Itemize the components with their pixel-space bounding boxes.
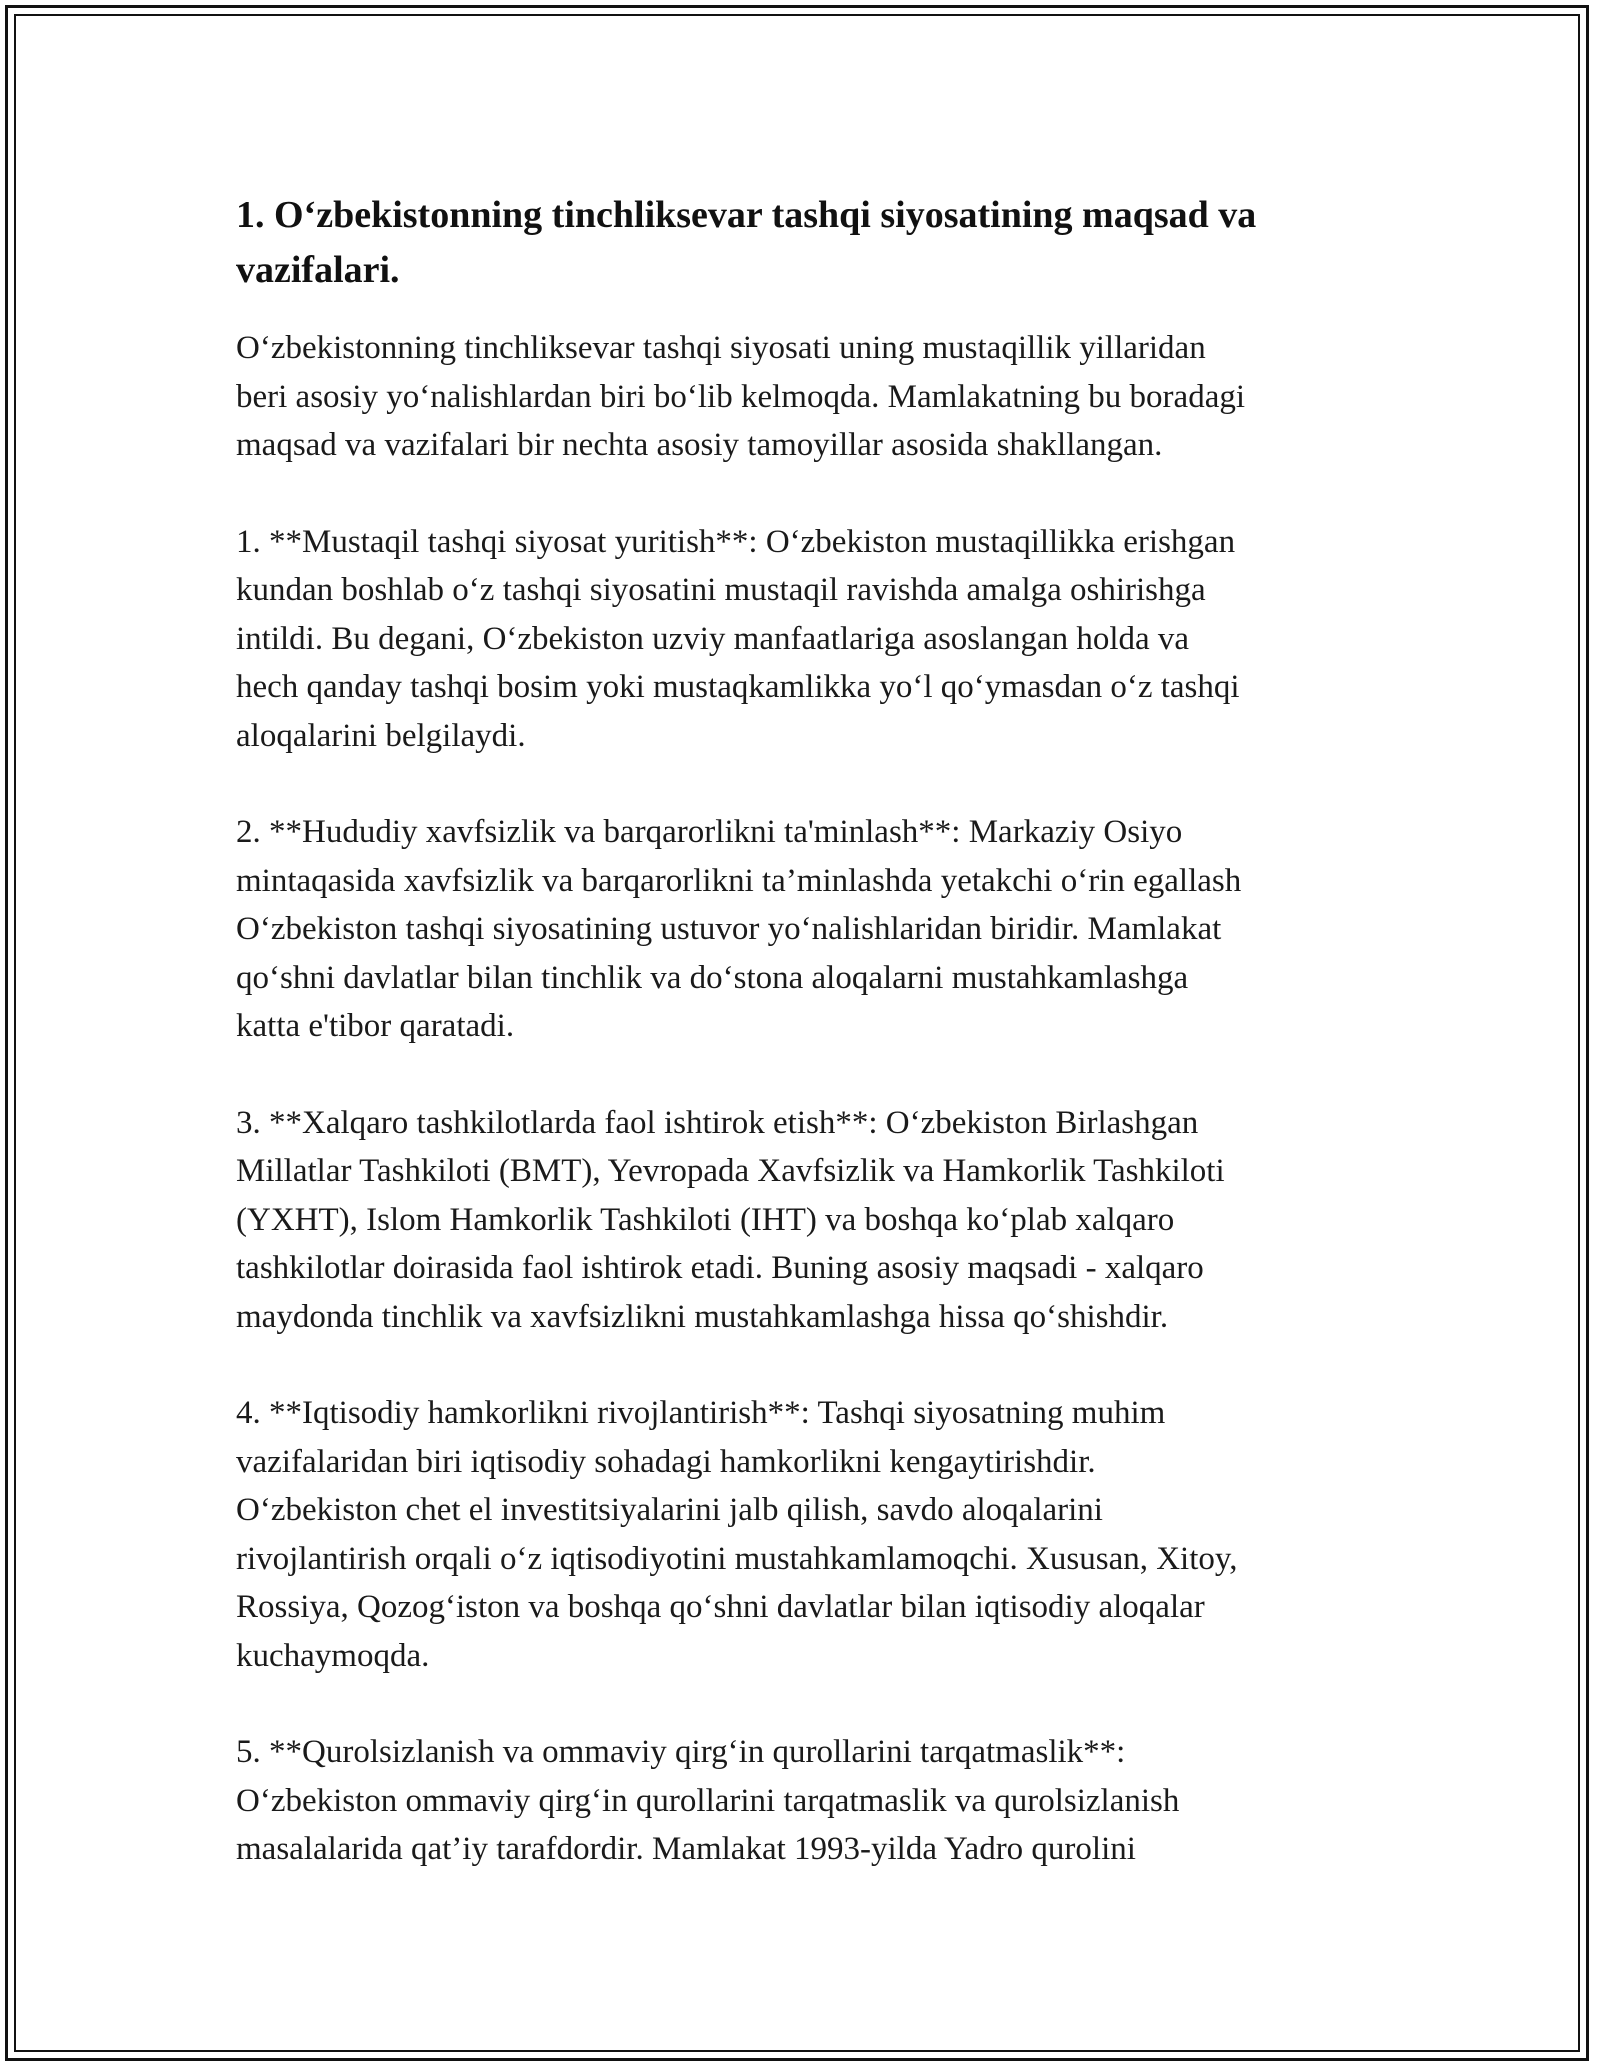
- list-item-4-paragraph: 4. **Iqtisodiy hamkorlikni rivojlantirish**: Tashqi siyosatning muhim vazifalaridan biri iqtisodiy sohadagi hamkorlikni kengaytirishdir. O‘zbekiston chet el investitsiyalarini jalb qilish, savdo aloqalarini rivojlantirish orqali o‘z iqtisodiyotini mustahkamlamoqchi. Xususan, Xitoy, Rossiya, Qozog‘iston va boshqa qo‘shni davlatlar bilan iqtisodiy aloqalar kuchaymoqda.: [236, 1395, 1238, 1674]
- title-line-2: vazifalari.: [236, 249, 400, 291]
- list-item-2-paragraph: 2. **Hududiy xavfsizlik va barqarorlikni ta'minlash**: Markaziy Osiyo mintaqasida xavfsizlik va barqarorlikni ta’minlashda yetakchi o‘rin egallash O‘zbekiston tashqi siyosatining ustuvor yo‘nalishlaridan biridir. Mamlakat qo‘shni davlatlar bilan tinchlik va do‘stona aloqalarni mustahkamlashga katta e'tibor qaratadi.: [236, 814, 1242, 1044]
- document-body: [236, 188, 1386, 1874]
- intro-paragraph: O‘zbekistonning tinchliksevar tashqi siyosati uning mustaqillik yillaridan beri asosiy yo‘nalishlardan biri bo‘lib kelmoqda. Mamlakatning bu boradagi maqsad va vazifalari bir nechta asosiy tamoyillar asosida shakllangan.: [236, 330, 1246, 463]
- document-title: [236, 188, 1386, 298]
- list-item-3-paragraph: 3. **Xalqaro tashkilotlarda faol ishtirok etish**: O‘zbekiston Birlashgan Millatlar Tashkiloti (BMT), Yevropada Xavfsizlik va Hamkorlik Tashkiloti (YXHT), Islom Hamkorlik Tashkiloti (IHT) va boshqa ko‘plab xalqaro tashkilotlar doirasida faol ishtirok etadi. Buning asosiy maqsadi - xalqaro maydonda tinchlik va xavfsizlikni mustahkamlashga hissa qo‘shishdir.: [236, 1104, 1225, 1335]
- list-item-5-paragraph: 5. **Qurolsizlanish va ommaviy qirg‘in qurollarini tarqatmaslik**: O‘zbekiston ommaviy qirg‘in qurollarini tarqatmaslik va qurolsizlanish masalalarida qat’iy tarafdordir. Mamlakat 1993-yilda Yadro qurolini: [236, 1734, 1180, 1867]
- list-item-1-paragraph: 1. **Mustaqil tashqi siyosat yuritish**: O‘zbekiston mustaqillikka erishgan kundan boshlab o‘z tashqi siyosatini mustaqil ravishda amalga oshirishga intildi. Bu degani, O‘zbekiston uzviy manfaatlariga asoslangan holda va hech qanday tashqi bosim yoki mustaqkamlikka yo‘l qo‘ymasdan o‘z tashqi aloqalarini belgilaydi.: [236, 523, 1240, 754]
- title-line-1: 1. O‘zbekistonning tinchliksevar tashqi siyosatining maqsad va: [236, 194, 1257, 236]
